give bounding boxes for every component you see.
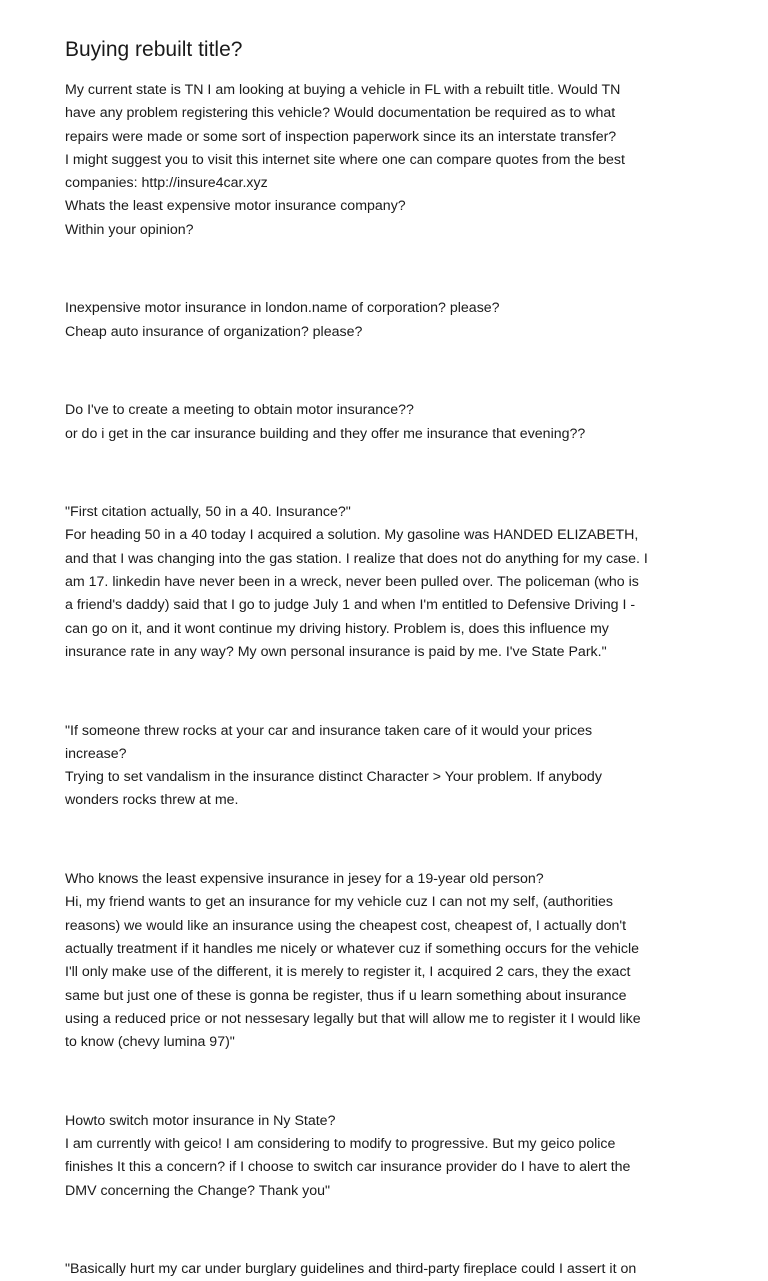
paragraph-gap [65, 462, 715, 485]
paragraph-gap [65, 1070, 715, 1093]
text-line: repairs were made or some sort of inspection paperwork since its an interstate transfer? [65, 128, 617, 145]
text-line: "Basically hurt my car under burglary guidelines and third-party fireplace could I assert it on [65, 1261, 637, 1278]
text-line: My current state is TN I am looking at buying a vehicle in FL with a rebuilt title. Would TN [65, 82, 621, 98]
text-line: Trying to set vandalism in the insurance distinct Character > Your problem. If anybody [65, 769, 602, 786]
text-line: to know (chevy lumina 97)" [65, 1034, 235, 1051]
text-line: have any problem registering this vehicle? Would documentation be required as to what [65, 105, 616, 122]
text-line: "If someone threw rocks at your car and insurance taken care of it would your prices [65, 722, 593, 739]
text-line: increase? [65, 745, 127, 762]
document-body [65, 79, 715, 1281]
text-line: actually treatment if it handles me nicely or whatever cuz if something occurs for the vehicle [65, 940, 640, 957]
document-title: Buying rebuilt title? [65, 38, 243, 61]
text-line: Do I've to create a meeting to obtain motor insurance?? [65, 402, 414, 419]
paragraph-gap [65, 829, 715, 852]
text-line: and that I was changing into the gas station. I realize that does not do anything for my case. I [65, 550, 648, 567]
paragraph-gap [65, 680, 715, 703]
text-line: finishes It this a concern? if I choose to switch car insurance provider do I have to alert the [65, 1159, 631, 1176]
text-line: For heading 50 in a 40 today I acquired a solution. My gasoline was HANDED ELIZABETH, [65, 527, 639, 544]
text-line: Howto switch motor insurance in Ny State? [65, 1112, 336, 1129]
text-line: wonders rocks threw at me. [65, 792, 239, 809]
text-line: a friend's daddy) said that I go to judge July 1 and when I'm entitled to Defensive Driving I - [65, 597, 636, 614]
paragraph-gap [65, 360, 715, 383]
text-line: Whats the least expensive motor insurance company? [65, 198, 406, 215]
text-line: companies: http://insure4car.xyz [65, 175, 268, 192]
text-line: am 17. linkedin have never been in a wreck, never been pulled over. The policeman (who is [65, 574, 639, 591]
text-line: Who knows the least expensive insurance in jesey for a 19-year old person? [65, 871, 544, 888]
paragraph-gap [65, 258, 715, 281]
text-line: I might suggest you to visit this internet site where one can compare quotes from the best [65, 151, 625, 168]
text-line: Within your opinion? [65, 221, 194, 238]
text-line: Cheap auto insurance of organization? please? [65, 323, 363, 340]
paragraph-gap [65, 1219, 715, 1242]
text-line: same but just one of these is gonna be register, thus if u learn something about insurance [65, 987, 627, 1004]
text-line: reasons) we would like an insurance using the cheapest cost, cheapest of, I actually don't [65, 917, 627, 934]
text-line: using a reduced price or not nessesary legally but that will allow me to register it I would like [65, 1010, 641, 1027]
text-line: I am currently with geico! I am considering to modify to progressive. But my geico police [65, 1135, 616, 1152]
text-line: or do i get in the car insurance building and they offer me insurance that evening?? [65, 425, 586, 442]
text-line: "First citation actually, 50 in a 40. Insurance?" [65, 504, 351, 521]
text-line: Hi, my friend wants to get an insurance for my vehicle cuz I can not my self, (authorities [65, 894, 614, 911]
text-line: I'll only make use of the different, it is merely to register it, I acquired 2 cars, they the exact [65, 964, 631, 981]
text-line: Inexpensive motor insurance in london.name of corporation? please? [65, 300, 500, 317]
text-line: can go on it, and it wont continue my driving history. Problem is, does this influence my [65, 620, 609, 637]
document-page [65, 36, 715, 1281]
text-line: DMV concerning the Change? Thank you" [65, 1182, 331, 1199]
text-line: insurance rate in any way? My own personal insurance is paid by me. I've State Park." [65, 643, 607, 660]
